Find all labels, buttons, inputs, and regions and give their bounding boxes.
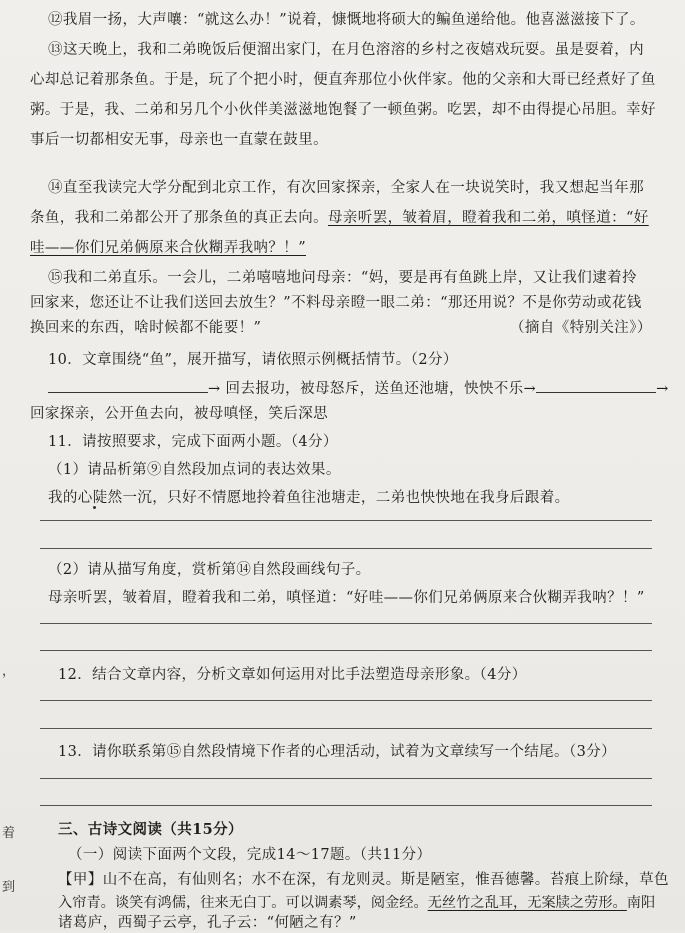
answer-blank-2[interactable] [536,378,656,393]
chain-arrow-end: → [656,381,669,397]
question-11-1-quote: 我的心陡然一沉，只好不情愿地拎着鱼往池塘走，二弟也怏怏地在我身后跟着。 [48,490,570,506]
source-citation: （摘自《特别关注》） [510,320,652,336]
section-3-subtitle: （一）阅读下面两个文段，完成14～17题。（共11分） [68,847,432,863]
paragraph-13-line1: ⑬这天晚上，我和二弟晚饭后便溜出家门，在月色溶溶的乡村之夜嬉戏玩耍。虽是耍着，内 [48,42,644,58]
paragraph-15-line2: 回家来，您还让不让我们送回去放生？”不料母亲瞪一眼二弟：“那还用说？不是你劳动或花钱 [30,295,642,311]
margin-fragment: ， [2,664,16,679]
paragraph-14-underlined-b: 哇——你们兄弟俩原来合伙糊弄我呐？！” [30,240,307,256]
paragraph-13-line3: 粥。于是，我、二弟和另几个小伙伴美滋滋地饱餐了一顿鱼粥。吃罢，却不由得提心吊胆。幸好 [30,102,656,118]
answer-line[interactable] [40,805,652,806]
answer-line[interactable] [40,623,652,624]
margin-fragment: 着 [2,826,16,841]
paragraph-14-underlined-a: 母亲听罢，皱着眉，瞪着我和二弟，嗔怪道：“好 [328,210,649,226]
answer-line[interactable] [40,650,652,651]
paragraph-13-line2: 心却总记着那条鱼。于是，玩了个把小时，便直奔那位小伙伴家。他的父亲和大哥已经煮好了鱼 [30,72,656,88]
paragraph-13-line4: 事后一切都相安无事，母亲也一直蒙在鼓里。 [30,132,328,148]
emphasis-dot [93,506,96,509]
question-11-2-quote: 母亲听罢，皱着眉，瞪着我和二弟，嗔怪道：“好哇——你们兄弟俩原来合伙糊弄我呐？！” [48,590,645,606]
question-10: 10．文章围绕“鱼”，展开描写，请依照示例概括情节。（2分） [48,352,458,368]
paragraph-15-line1: ⑮我和二弟直乐。一会儿，二弟嘻嘻地问母亲：“妈，要是再有鱼跳上岸，又让我们逮着拎 [48,270,637,286]
question-11-1: （1）请品析第⑨自然段加点词的表达效果。 [48,462,341,478]
answer-line[interactable] [40,548,652,549]
passage-jia-plain: 入帘青。谈笑有鸿儒，往来无白丁。可以调素琴，阅金经。 [58,895,428,911]
paragraph-14-line2 [30,208,649,228]
paragraph-14-line1: ⑭直至我读完大学分配到北京工作，有次回家探亲，全家人在一块说笑时，我又想起当年那 [48,180,644,196]
answer-line[interactable] [40,728,652,729]
passage-jia-underlined: 无丝竹之乱耳，无案牍之劳形。 [427,895,627,911]
question-11: 11．请按照要求，完成下面两小题。（4分） [48,434,338,450]
question-11-2: （2）请从描写角度，赏析第⑭自然段画线句子。 [48,562,371,578]
paragraph-12: ⑫我眉一扬，大声嚷：“就这么办！”说着，慷慨地将硕大的鳊鱼递给他。他喜滋滋接下了。 [48,12,645,28]
passage-jia-line3: 诸葛庐，西蜀子云亭，孔子云：“何陋之有？” [58,915,357,931]
question-10-chain-end: 回家探亲，公开鱼去向，被母嗔怪，笑后深思 [30,406,328,422]
question-12: 12．结合文章内容，分析文章如何运用对比手法塑造母亲形象。（4分） [58,667,527,683]
passage-jia-tail: 南阳 [626,895,656,911]
paragraph-15-line3: 换回来的东西，啥时候都不能要！” [30,320,262,336]
question-10-chain [48,378,669,399]
passage-jia-line2 [58,893,655,913]
question-13: 13．请你联系第⑮自然段情境下作者的心理活动，试着为文章续写一个结尾。（3分） [58,744,617,760]
chain-middle: → 回去报功，被母怒斥，送鱼还池塘，怏怏不乐→ [208,381,537,397]
answer-line[interactable] [40,778,652,779]
passage-jia-line1: 【甲】山不在高，有仙则名；水不在深，有龙则灵。斯是陋室，惟吾德馨。苔痕上阶绿，草色 [58,872,669,888]
answer-line[interactable] [40,520,652,521]
paragraph-14-line3 [30,238,306,258]
answer-line[interactable] [40,700,652,701]
margin-fragment: 到 [2,880,16,895]
paragraph-14-plain: 条鱼，我和二弟都公开了那条鱼的真正去向。 [30,210,328,226]
answer-blank-1[interactable] [48,378,208,393]
section-3-title: 三、古诗文阅读（共15分） [58,821,243,838]
